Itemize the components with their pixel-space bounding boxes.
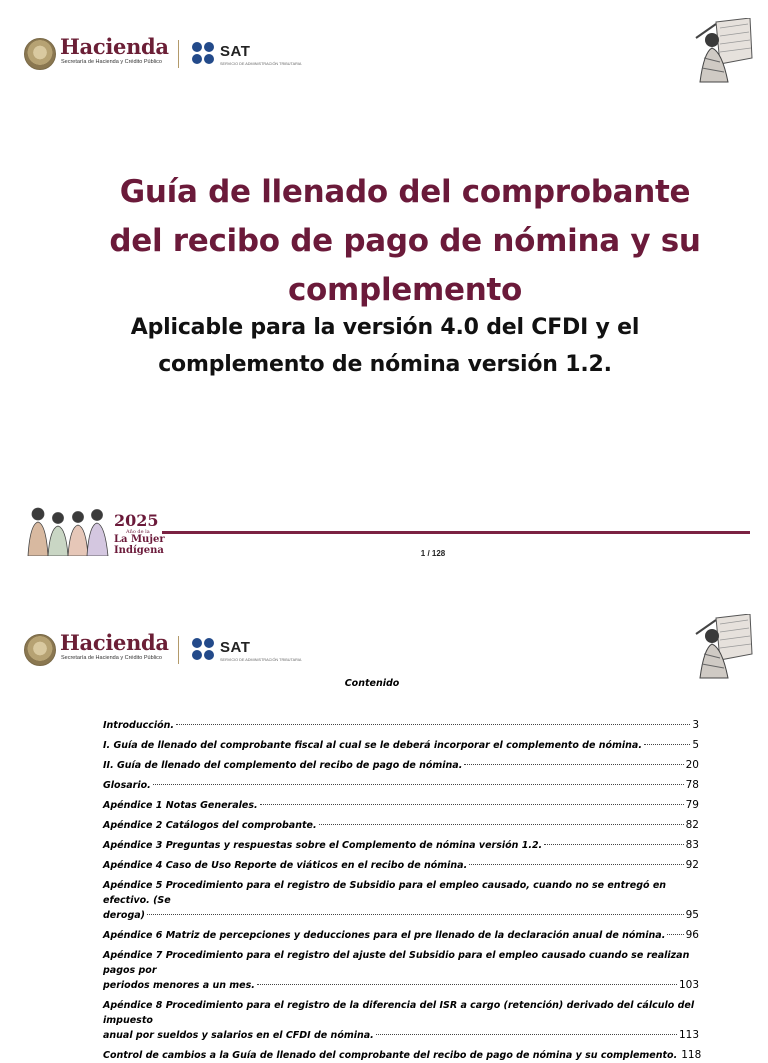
title-line: Guía de llenado del comprobante [119, 174, 691, 210]
toc-entry-page: 82 [685, 819, 699, 831]
toc-entry-page: 78 [685, 779, 699, 791]
page-header [24, 36, 754, 84]
document-subtitle [70, 309, 700, 383]
heroine-flag-illustration-icon [690, 18, 754, 84]
toc-entry-text: Apéndice 5 Procedimiento para el registro de Subsidio para el empleo causado, cuando no se entregó en efectivo. (Se [103, 880, 667, 906]
toc-entry-page: 79 [685, 799, 699, 811]
hacienda-logo-text: Hacienda [60, 34, 169, 59]
year-2025-text: 2025 [114, 511, 159, 530]
hacienda-subtitle: Secretaría de Hacienda y Crédito Público [61, 655, 162, 661]
toc-entry-text: Apéndice 7 Procedimiento para el registro del ajuste del Subsidio para el empleo causado cuando se realizan pagos por [103, 950, 690, 976]
year-name-line: La Mujer [114, 534, 165, 545]
mexico-seal-icon [24, 38, 56, 70]
toc-entry-text: Apéndice 3 Preguntas y respuestas sobre el Complemento de nómina versión 1.2. [103, 840, 543, 851]
toc-entry-text: Introducción. [103, 720, 175, 731]
toc-entry[interactable] [103, 948, 699, 993]
toc-entry-page: 113 [678, 1029, 699, 1041]
toc-heading: Contenido [344, 678, 400, 689]
mexico-seal-icon [24, 634, 56, 666]
title-line: del recibo de pago de nómina y su [109, 223, 701, 259]
document-title [60, 168, 750, 315]
toc-entry-page: 95 [685, 909, 699, 921]
toc-entry[interactable] [103, 738, 699, 753]
toc-entry-text: Control de cambios a la Guía de llenado del comprobante del recibo de pago de nómina y su complemento. [103, 1050, 678, 1061]
toc-entry-page: 83 [685, 839, 699, 851]
sat-logo-text: SAT [220, 43, 251, 60]
toc-entry-text: Glosario. [103, 780, 151, 791]
subtitle-line: Aplicable para la versión 4.0 del CFDI y el [130, 315, 640, 340]
toc-entry-text: Apéndice 6 Matriz de percepciones y deducciones para el pre llenado de la declaración anual de nómina. [103, 930, 666, 941]
toc-entry-text: Apéndice 8 Procedimiento para el registro de la diferencia del ISR a cargo (retención) derivado del cálculo del impuesto [103, 1000, 695, 1026]
toc-entry[interactable] [103, 818, 699, 833]
toc-entry-text-cont: periodos menores a un mes. [103, 980, 255, 991]
toc-entry-text-cont: anual por sueldos y salarios en el CFDI de nómina. [103, 1030, 374, 1041]
toc-entry-page: 103 [678, 979, 699, 991]
toc-entry[interactable] [103, 858, 699, 873]
toc-entry-page: 5 [692, 739, 699, 751]
sat-subtitle: SERVICIO DE ADMINISTRACIÓN TRIBUTARIA [220, 62, 302, 66]
indigenous-women-illustration-icon [24, 500, 110, 556]
toc-entry-text: Apéndice 1 Notas Generales. [103, 800, 258, 811]
toc-entry[interactable] [103, 928, 699, 943]
toc-entry[interactable] [103, 998, 699, 1043]
toc-entry[interactable] [103, 838, 699, 853]
year-name-line: Indígena [114, 544, 164, 556]
sat-logo-icon [192, 42, 216, 66]
table-of-contents [103, 718, 702, 1063]
footer-rule [162, 531, 750, 534]
toc-entry-text: Apéndice 4 Caso de Uso Reporte de viáticos en el recibo de nómina. [103, 860, 468, 871]
toc-entry-text: I. Guía de llenado del comprobante fiscal al cual se le deberá incorporar el complemento de nómina. [103, 740, 642, 751]
subtitle-line: complemento de nómina versión 1.2. [158, 352, 612, 377]
toc-entry-text: Apéndice 2 Catálogos del comprobante. [103, 820, 317, 831]
toc-entry[interactable] [103, 718, 699, 733]
page-number: 1 / 128 [420, 549, 446, 558]
document-page-2 [0, 596, 768, 1061]
toc-entry[interactable] [103, 798, 699, 813]
toc-entry[interactable] [103, 878, 699, 923]
sat-logo-icon [192, 638, 216, 662]
hacienda-subtitle: Secretaría de Hacienda y Crédito Público [61, 59, 162, 65]
header-divider [178, 636, 179, 664]
heroine-flag-illustration-icon [690, 614, 754, 680]
title-line: complemento [287, 272, 523, 308]
toc-entry-page: 3 [692, 719, 699, 731]
toc-entry-page: 92 [685, 859, 699, 871]
hacienda-logo-text: Hacienda [60, 630, 169, 655]
toc-entry-page: 118 [681, 1049, 702, 1061]
toc-entry[interactable] [103, 1048, 702, 1063]
toc-entry-page: 96 [685, 929, 699, 941]
header-divider [178, 40, 179, 68]
toc-entry-text-cont: deroga) [103, 910, 146, 921]
toc-entry[interactable] [103, 778, 699, 793]
sat-subtitle: SERVICIO DE ADMINISTRACIÓN TRIBUTARIA [220, 658, 302, 662]
toc-entry-text: II. Guía de llenado del complemento del recibo de pago de nómina. [103, 760, 463, 771]
page-header [24, 632, 754, 680]
toc-entry[interactable] [103, 758, 699, 773]
sat-logo-text: SAT [220, 639, 251, 656]
toc-entry-page: 20 [685, 759, 699, 771]
year-small-caption: Año de la [126, 529, 150, 535]
